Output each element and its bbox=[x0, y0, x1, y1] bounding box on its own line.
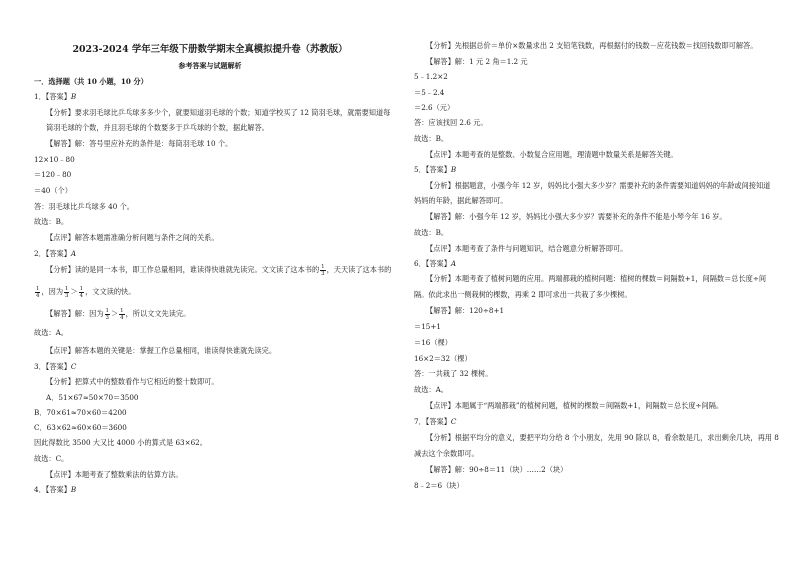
q1-comment: 【点评】解答本题需准确分析问题与条件之间的关系。 bbox=[46, 233, 219, 242]
q5-analysis-line2: 妈妈的年龄，据此解答即可。 bbox=[414, 196, 508, 205]
fraction bbox=[320, 264, 325, 277]
denominator: 4 bbox=[120, 314, 124, 321]
q2-analysis-line1 bbox=[46, 263, 391, 277]
q1-solution-line1: 【解答】解：答号里应补充的条件是：每筒羽毛球 10 个。 bbox=[46, 139, 233, 148]
answer-letter: A bbox=[70, 249, 77, 258]
fraction bbox=[79, 286, 84, 299]
q3-analysis: 【分析】把算式中的整数看作与它相近的整十数即可。 bbox=[46, 377, 219, 386]
denominator: 4 bbox=[79, 292, 84, 299]
denominator: 4 bbox=[36, 292, 40, 299]
text-run: ，所以文文先读完。 bbox=[125, 309, 191, 318]
fraction bbox=[64, 286, 69, 299]
fraction bbox=[105, 308, 110, 321]
fraction bbox=[35, 286, 40, 299]
text-run: 【分析】读的是同一本书，即工作总量相同，谁读得快谁就先读完。文文读了这本书的 bbox=[46, 265, 320, 274]
question-7-answer bbox=[414, 417, 456, 427]
q7-analysis-line2: 减去这个余数即可。 bbox=[414, 449, 479, 458]
numerator: 1 bbox=[65, 285, 69, 292]
q1-analysis-line2: 筒羽毛球的个数，并且羽毛球的个数要多于乒乓球的个数，据此解答。 bbox=[46, 123, 269, 132]
numerator: 1 bbox=[105, 307, 109, 314]
q1-solution-line4: ＝40（个） bbox=[34, 186, 72, 195]
q6-solution-line5: 答：一共栽了 32 棵树。 bbox=[414, 369, 493, 378]
denominator: 3 bbox=[105, 314, 109, 321]
q1-solution-line2: 12×10﹣80 bbox=[34, 155, 75, 164]
question-6-answer bbox=[414, 259, 456, 269]
q5-comment: 【点评】本题考查了条件与问题知识，结合题意分析解答即可。 bbox=[426, 244, 628, 253]
document-title: 2023-2024 学年三年级下册数学期末全真模拟提升卷（苏教版） bbox=[72, 44, 348, 55]
q4-solution-line4: ＝2.6（元） bbox=[414, 103, 455, 112]
question-number: 4．【答案】 bbox=[34, 485, 71, 494]
answer-letter: C bbox=[70, 362, 77, 371]
question-number: 1．【答案】 bbox=[34, 92, 71, 101]
q4-solution-line2: 5﹣1.2×2 bbox=[414, 72, 448, 81]
q5-analysis-line1: 【分析】根据题意，小强今年 12 岁，妈妈比小强大多少岁？需要补充的条件需要知道妈妈的年龄或间接知道 bbox=[426, 181, 771, 190]
q3-solution-line4: 因此得数比 3500 大又比 4000 小的算式是 63×62。 bbox=[34, 438, 207, 447]
question-number: 6．【答案】 bbox=[414, 259, 451, 268]
q4-analysis: 【分析】先根据总价＝单价×数量求出 2 支铅笔钱数，再根据付的钱数－应花钱数＝找回钱数即可解答。 bbox=[426, 41, 758, 50]
q3-solution-line1: A．51×67≈50×70＝3500 bbox=[46, 393, 139, 402]
q4-solution-line5: 答：应该找回 2.6 元。 bbox=[414, 118, 488, 127]
q6-solution-line2: ＝15+1 bbox=[414, 322, 441, 331]
q6-solution-line3: ＝16（棵） bbox=[414, 338, 452, 347]
denominator: 3 bbox=[65, 292, 69, 299]
answer-letter: C bbox=[450, 417, 457, 426]
answer-letter: B bbox=[450, 165, 457, 174]
q3-solution-line2: B．70×61≈70×60＝4200 bbox=[34, 408, 127, 417]
numerator: 1 bbox=[79, 285, 84, 292]
q1-solution-line5: 答：羽毛球比乒乓球多 40 个。 bbox=[34, 202, 134, 211]
q5-choice: 故选：B。 bbox=[414, 228, 449, 237]
q3-comment: 【点评】本题考查了整数乘法的估算方法。 bbox=[46, 470, 183, 479]
q2-analysis-line2 bbox=[34, 285, 135, 299]
q6-analysis-line2: 隔。依此求出一侧栽树的棵数，再乘 2 即可求出一共栽了多少棵树。 bbox=[414, 290, 632, 299]
q2-comment: 【点评】解答本题的关键是：掌握工作总量相同，谁读得快谁就先读完。 bbox=[46, 346, 277, 355]
q3-solution-line3: C．63×62≈60×60＝3600 bbox=[34, 423, 127, 432]
section-heading: 一．选择题（共 10 小题，10 分） bbox=[34, 77, 148, 86]
text-run: ，因为 bbox=[41, 287, 64, 296]
question-number: 3．【答案】 bbox=[34, 362, 71, 371]
q4-solution-line3: ＝5﹣2.4 bbox=[414, 88, 445, 97]
fraction bbox=[119, 308, 124, 321]
q6-choice: 故选：A。 bbox=[414, 385, 448, 394]
q4-choice: 故选：B。 bbox=[414, 134, 449, 143]
text-run: ，天天读了这本书的 bbox=[326, 265, 392, 274]
denominator: 3 bbox=[321, 270, 325, 277]
q6-analysis-line1: 【分析】本题考查了植树问题的应用。两端都栽的植树问题：植树的棵数＝间隔数+1，间隔数＝总长度÷间 bbox=[426, 274, 767, 283]
numerator: 1 bbox=[120, 307, 124, 314]
q1-choice: 故选：B。 bbox=[34, 217, 69, 226]
text-run: ＞ bbox=[70, 287, 78, 296]
q2-choice: 故选：A。 bbox=[34, 328, 68, 337]
q4-solution-line1: 【解答】解：1 元 2 角＝1.2 元 bbox=[426, 57, 528, 66]
question-number: 7．【答案】 bbox=[414, 417, 451, 426]
answer-letter: B bbox=[70, 485, 77, 494]
q6-solution-line4: 16×2＝32（棵） bbox=[414, 354, 472, 363]
q7-analysis-line1: 【分析】根据平均分的意义，要把平均分给 8 个小朋友，先用 90 除以 8，看余数是几，求出剩余几块，再用 8 bbox=[426, 433, 779, 442]
question-3-answer bbox=[34, 362, 76, 372]
question-5-answer bbox=[414, 165, 456, 175]
q4-comment: 【点评】本题考查的是整数、小数复合应用题，理清题中数量关系是解答关键。 bbox=[426, 150, 678, 159]
question-2-answer bbox=[34, 249, 76, 259]
numerator: 1 bbox=[321, 263, 325, 270]
q2-solution bbox=[46, 307, 190, 321]
q6-solution-line1: 【解答】解：120÷8+1 bbox=[426, 306, 505, 315]
document-subtitle: 参考答案与试题解析 bbox=[178, 61, 242, 70]
q6-comment: 【点评】本题属于“两端都栽”的植树问题，植树的棵数＝间隔数+1，间隔数＝总长度÷间隔。 bbox=[426, 401, 724, 410]
question-number: 5．【答案】 bbox=[414, 165, 451, 174]
question-1-answer bbox=[34, 92, 76, 102]
numerator: 1 bbox=[36, 285, 40, 292]
q7-solution-line2: 8﹣2＝6（块） bbox=[414, 481, 464, 490]
q7-solution-line1: 【解答】解：90÷8＝11（块）……2（块） bbox=[426, 465, 568, 474]
q3-choice: 故选：C。 bbox=[34, 454, 69, 463]
q5-solution: 【解答】解：小强今年 12 岁，妈妈比小强大多少岁？需要补充的条件不能是小琴今年 16 岁。 bbox=[426, 212, 727, 221]
q1-analysis-line1: 【分析】要求羽毛球比乒乓球多多少个，就要知道羽毛球的个数；知道学校买了 12 筒羽毛球，就需要知道每 bbox=[46, 108, 391, 117]
q1-solution-line3: ＝120﹣80 bbox=[34, 170, 72, 179]
question-4-answer bbox=[34, 485, 76, 495]
question-number: 2．【答案】 bbox=[34, 249, 71, 258]
text-run: ，文文读的快。 bbox=[85, 287, 136, 296]
text-run: 【解答】解：因为 bbox=[46, 309, 104, 318]
answer-letter: A bbox=[450, 259, 457, 268]
text-run: ＞ bbox=[110, 309, 119, 318]
answer-letter: B bbox=[70, 92, 77, 101]
